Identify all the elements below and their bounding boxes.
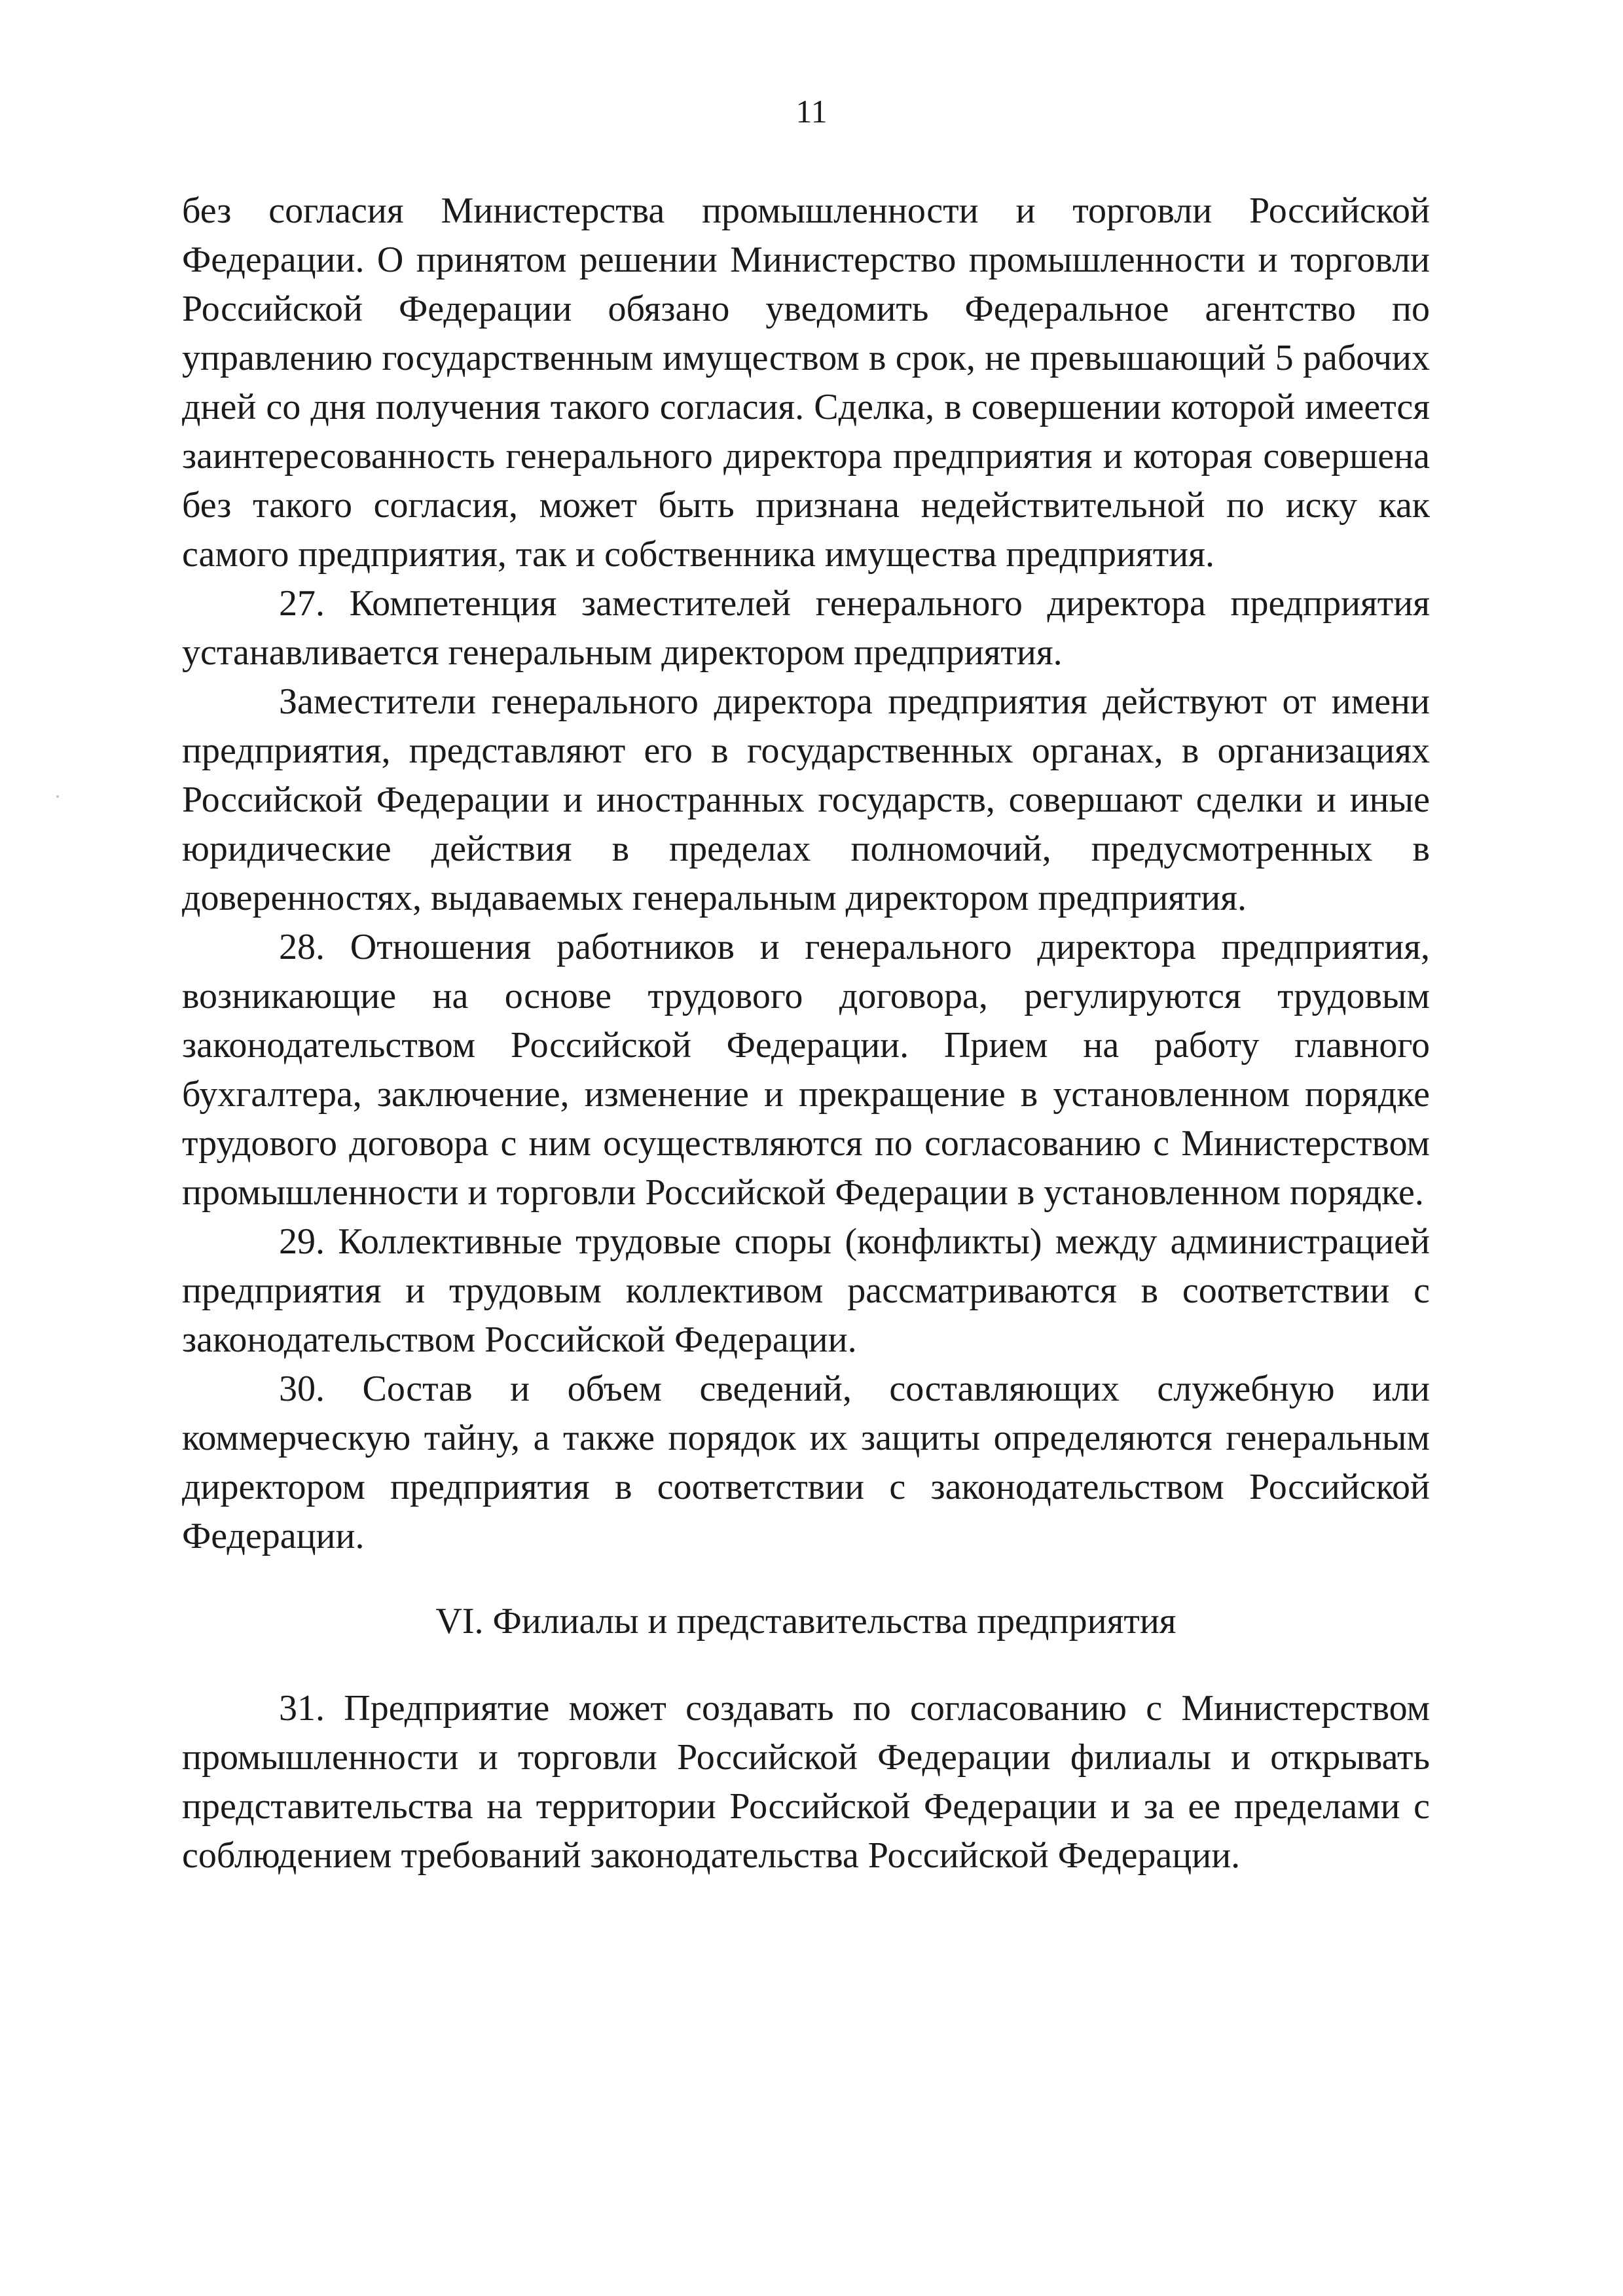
scan-speck-mark	[56, 795, 59, 798]
paragraph-30: 30. Состав и объем сведений, составляющих служебную или коммерческую тайну, а также порядок их защиты определяются генеральным директором предприятия в соответствии с законодательством Российской Федерации.	[182, 1369, 1430, 1556]
paragraph-continuation: без согласия Министерства промышленности и торговли Российской Федерации. О принятом решении Министерство промышленности и торговли Российской Федерации обязано уведомить Федеральное агентство по управлению государственным имуществом в срок, не превышающий 5 рабочих дней со дня получения такого согласия. Сделка, в совершении которой имеется заинтересованность генерального директора предприятия и которая совершена без такого согласия, может быть признана недействительной по иску как самого предприятия, так и собственника имущества предприятия.	[182, 190, 1430, 575]
paragraph-29: 29. Коллективные трудовые споры (конфликты) между администрацией предприятия и трудовым коллективом рассматриваются в соответствии с законодательством Российской Федерации.	[182, 1221, 1430, 1360]
document-body	[182, 187, 1430, 1880]
page-number: 11	[795, 93, 828, 130]
paragraph-28: 28. Отношения работников и генерального директора предприятия, возникающие на основе трудового договора, регулируются трудовым законодательством Российской Федерации. Прием на работу главного бухгалтера, заключение, изменение и прекращение в установленном порядке трудового договора с ним осуществляются по согласованию с Министерством промышленности и торговли Российской Федерации в установленном порядке.	[182, 927, 1430, 1213]
paragraph-27: 27. Компетенция заместителей генерального директора предприятия устанавливается генеральным директором предприятия.	[182, 583, 1430, 673]
paragraph-27-deputies: Заместители генерального директора предприятия действуют от имени предприятия, представляют его в государственных органах, в организациях Российской Федерации и иностранных государств, совершают сделки и иные юридические действия в пределах полномочий, предусмотренных в доверенностях, выдаваемых генеральным директором предприятия.	[182, 681, 1430, 918]
section-title: VI. Филиалы и представительства предприятия	[435, 1601, 1176, 1641]
paragraph-31: 31. Предприятие может создавать по согласованию с Министерством промышленности и торговли Российской Федерации филиалы и открывать представительства на территории Российской Федерации и за ее пределами с соблюдением требований законодательства Российской Федерации.	[182, 1688, 1430, 1876]
